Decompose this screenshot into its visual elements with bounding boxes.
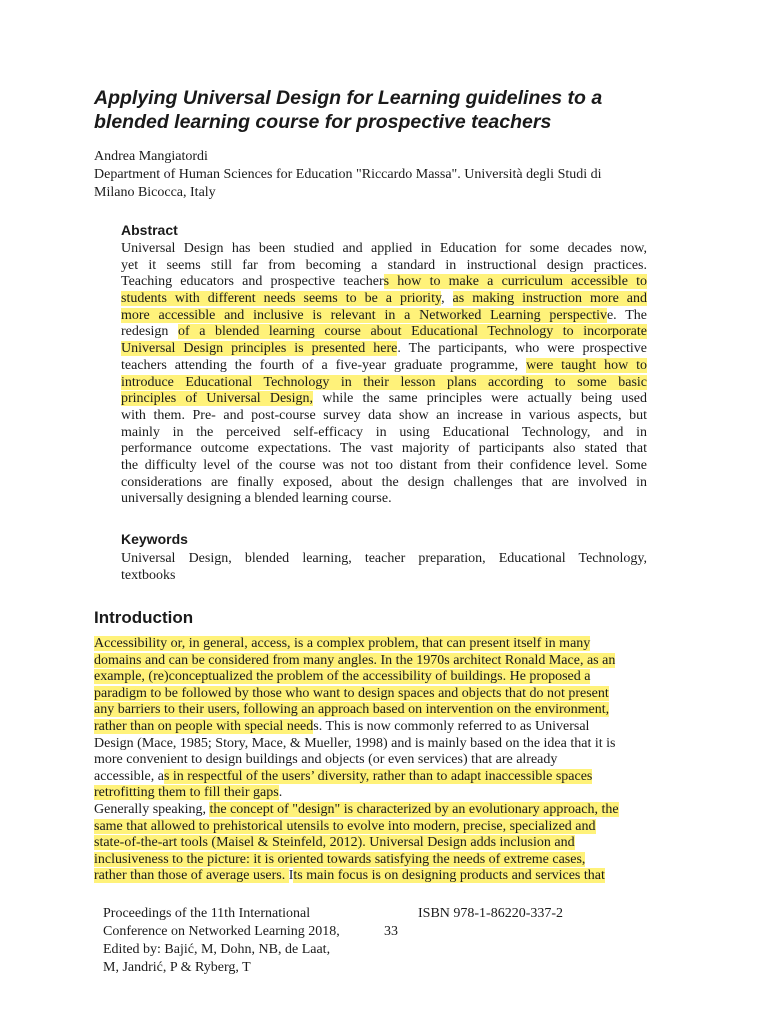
highlighted-text: of a blended learning course about Educational Technology to incorporate bbox=[178, 324, 647, 340]
text-line bbox=[94, 868, 676, 885]
text-line bbox=[121, 308, 647, 325]
text-span: e. The bbox=[606, 307, 647, 323]
author-block bbox=[94, 148, 674, 202]
highlighted-text: rather than those of average users. bbox=[94, 868, 289, 884]
text-span: considerations are finally exposed, about the design challenges that are involved in bbox=[121, 474, 647, 490]
text-span: Design (Mace, 1985; Story, Mace, & Mueller, 1998) and is mainly based on the idea that it is bbox=[94, 735, 616, 751]
text-span: more convenient to design buildings and objects (or even services) that are already bbox=[94, 752, 558, 768]
text-line bbox=[121, 491, 647, 508]
text-line bbox=[121, 241, 647, 258]
highlighted-text: Accessibility or, in general, access, is a complex problem, that can present itself in many bbox=[94, 636, 591, 651]
text-line bbox=[121, 441, 647, 458]
highlighted-text: as making instruction more and bbox=[452, 291, 647, 307]
text-line bbox=[94, 769, 676, 786]
highlighted-text: Universal Design principles is presented here bbox=[121, 341, 398, 357]
text-line bbox=[94, 785, 676, 802]
highlighted-text: following an approach based on intervention on the environment, bbox=[243, 702, 610, 718]
text-span: textbooks bbox=[121, 567, 176, 583]
text-span: . The participants, who were prospective bbox=[397, 341, 647, 357]
text-span: while the same principles were actually being used bbox=[313, 391, 647, 407]
footer-isbn: ISBN 978-1-86220-337-2 bbox=[418, 906, 564, 921]
highlighted-text: paradigm to be followed by those who want to design spaces and objects that do not present bbox=[94, 685, 609, 701]
title-line: Applying Universal Design for Learning guidelines to a bbox=[94, 87, 603, 109]
footer-line: Conference on Networked Learning 2018, bbox=[103, 924, 340, 939]
text-span: with them. Pre- and post-course survey data show an increase in various aspects, but bbox=[121, 407, 647, 423]
text-span: universally designing a blended learning course. bbox=[121, 491, 392, 507]
text-span: Generally speaking, bbox=[94, 801, 210, 817]
text-line bbox=[121, 425, 647, 442]
text-span: Universal Design has been studied and applied in Education for some decades now, bbox=[121, 241, 647, 256]
highlighted-text: state-of-the-art tools (Maisel & Steinfeld, 2012). bbox=[94, 835, 370, 851]
text-line bbox=[121, 568, 647, 585]
highlighted-text: s how to make a curriculum accessible to bbox=[383, 274, 647, 290]
text-line bbox=[94, 819, 676, 836]
text-line bbox=[121, 551, 647, 568]
text-line bbox=[121, 391, 647, 408]
highlighted-text: the concept of "design" is characterized by an evolutionary approach, the bbox=[209, 801, 619, 817]
highlighted-text: principles of Universal Design, bbox=[121, 391, 314, 407]
text-line bbox=[94, 802, 676, 819]
text-span: redesign bbox=[121, 324, 178, 340]
text-line bbox=[94, 702, 676, 719]
text-line bbox=[121, 475, 647, 492]
text-line bbox=[94, 752, 676, 769]
text-line bbox=[94, 636, 676, 653]
author-name: Andrea Mangiatordi bbox=[94, 149, 208, 164]
text-line bbox=[94, 686, 676, 703]
text-span: , bbox=[441, 291, 453, 307]
paper-title bbox=[94, 86, 694, 134]
text-line bbox=[94, 736, 676, 753]
text-line bbox=[121, 358, 647, 375]
title-line: blended learning course for prospective teachers bbox=[94, 111, 552, 133]
text-span: Universal Design, blended learning, teacher preparation, Educational Technology, bbox=[121, 551, 647, 566]
text-span: performance outcome expectations. The vast majority of participants also stated that bbox=[121, 441, 647, 457]
text-line bbox=[94, 719, 676, 736]
text-line bbox=[121, 258, 647, 275]
highlighted-text: same that allowed to prehistorical utensils to evolve into modern, precise, specialized and bbox=[94, 818, 596, 834]
highlighted-text: example, (re)conceptualized the problem of the accessibility of buildings. He proposed a bbox=[94, 669, 591, 685]
text-line bbox=[94, 852, 676, 869]
text-line bbox=[121, 408, 647, 425]
text-line bbox=[121, 291, 647, 308]
abstract-body bbox=[121, 241, 647, 508]
highlighted-text: any barriers to their users, bbox=[94, 702, 244, 718]
highlighted-text: more accessible and inclusive is relevant in a Networked Learning perspectiv bbox=[121, 307, 607, 323]
text-span: the difficulty level of the course was not too distant from their confidence level. Some bbox=[121, 457, 647, 473]
highlighted-text: ts main focus is on designing products and services that bbox=[293, 868, 605, 884]
text-line bbox=[121, 324, 647, 341]
text-line bbox=[121, 341, 647, 358]
text-span: s. This is now commonly referred to as Universal bbox=[313, 718, 590, 734]
introduction-heading: Introduction bbox=[94, 608, 194, 627]
text-span: Teaching educators and prospective teacher bbox=[121, 274, 384, 290]
footer-line: Proceedings of the 11th International bbox=[103, 906, 311, 921]
highlighted-text: students with different needs seems to be a priority bbox=[121, 291, 442, 307]
text-line bbox=[121, 458, 647, 475]
text-line bbox=[94, 653, 676, 670]
affiliation-line: Department of Human Sciences for Education "Riccardo Massa". Università degli Studi di bbox=[94, 167, 602, 182]
highlighted-text: domains and can be considered from many angles. In the 1970s architect Ronald Mace, as an bbox=[94, 652, 616, 668]
text-line bbox=[94, 835, 676, 852]
footer-line: M, Jandrić, P & Ryberg, T bbox=[103, 960, 251, 975]
keywords-body bbox=[121, 551, 647, 584]
affiliation-line: Milano Bicocca, Italy bbox=[94, 185, 216, 200]
text-span: yet it seems still far from becoming a standard in instructional design practices. bbox=[121, 257, 647, 273]
page-number: 33 bbox=[384, 924, 398, 939]
text-span: . bbox=[278, 785, 283, 801]
footer-line: Edited by: Bajić, M, Dohn, NB, de Laat, bbox=[103, 942, 331, 957]
highlighted-text: introduce Educational Technology in their lesson plans according to some basic bbox=[121, 374, 647, 390]
text-span: I bbox=[288, 868, 294, 884]
abstract-heading: Abstract bbox=[121, 222, 178, 238]
highlighted-text: retrofitting them to fill their gaps bbox=[94, 785, 279, 801]
text-line bbox=[94, 669, 676, 686]
text-line bbox=[121, 274, 647, 291]
footer-proceedings bbox=[103, 905, 403, 977]
highlighted-text: s in respectful of the users’ diversity, rather than to adapt inaccessible spaces bbox=[163, 768, 593, 784]
text-line bbox=[121, 375, 647, 392]
keywords-heading: Keywords bbox=[121, 531, 188, 547]
highlighted-text: rather than on people with special need bbox=[94, 718, 314, 734]
highlighted-text: inclusiveness to the picture: it is oriented towards satisfying the needs of extreme cases, bbox=[94, 851, 586, 867]
text-span: teachers attending the fourth of a five-year graduate programme, bbox=[121, 357, 527, 373]
highlighted-text: were taught how to bbox=[526, 357, 647, 373]
introduction-body bbox=[94, 636, 676, 885]
text-span: accessible, a bbox=[94, 768, 164, 784]
text-span: mainly in the perceived self-efficacy in using Educational Technology, and in bbox=[121, 424, 647, 440]
highlighted-text: Universal Design adds inclusion and bbox=[369, 835, 575, 851]
